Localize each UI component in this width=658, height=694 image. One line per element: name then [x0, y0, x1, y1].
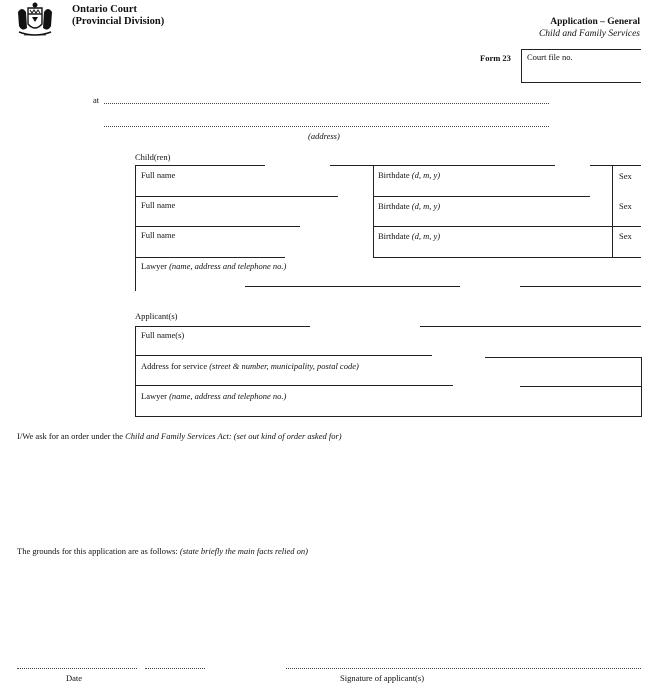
applicants-names-bottom-b	[485, 357, 641, 358]
child-1-full-name-label: Full name	[141, 170, 176, 180]
address-label: (address)	[308, 131, 340, 141]
grounds-statement: The grounds for this application are as follows: (state briefly the main facts relied on)	[17, 546, 308, 556]
children-name-birthdate-divider	[373, 165, 374, 258]
child-row-3-bottom-a	[135, 257, 285, 258]
child-2-birthdate-label: Birthdate (d, m, y)	[378, 201, 441, 211]
child-2-sex-label: Sex	[619, 201, 632, 211]
child-1-birthdate-field[interactable]	[375, 180, 609, 194]
court-line-1: Ontario Court	[72, 4, 138, 15]
children-left-border	[135, 165, 136, 291]
at-label: at	[93, 95, 100, 105]
child-2-full-name-label: Full name	[141, 200, 176, 210]
children-lawyer-line-a	[245, 286, 460, 287]
applicants-lawyer-label: Lawyer (name, address and telephone no.)	[141, 391, 287, 401]
child-row-1-bottom-b	[373, 196, 590, 197]
child-3-full-name-label: Full name	[141, 230, 176, 240]
applicants-left-border	[135, 326, 136, 417]
applicants-address-bottom-a	[135, 385, 453, 386]
form-title: Application – General	[550, 17, 640, 27]
address-line[interactable]	[104, 126, 549, 127]
court-file-box-bottom	[521, 82, 641, 83]
court-name	[72, 4, 164, 28]
date-line-extension	[145, 668, 205, 669]
child-1-sex-label: Sex	[619, 171, 632, 181]
applicants-full-names-label: Full name(s)	[141, 330, 185, 340]
child-3-sex-label: Sex	[619, 231, 632, 241]
children-top-line-2	[330, 165, 555, 166]
applicants-full-names-field[interactable]	[137, 340, 637, 354]
children-lawyer-field[interactable]	[137, 272, 637, 284]
date-line[interactable]	[17, 668, 137, 669]
form-subtitle: Child and Family Services	[538, 29, 640, 39]
child-row-2-bottom-b	[373, 226, 641, 227]
child-1-full-name-field[interactable]	[137, 180, 371, 194]
ontario-coat-of-arms-logo	[14, 2, 56, 42]
child-3-birthdate-label: Birthdate (d, m, y)	[378, 231, 441, 241]
court-file-number-field[interactable]	[522, 50, 640, 81]
applicants-section-label: Applicant(s)	[135, 311, 178, 321]
children-top-line-3	[590, 165, 641, 166]
applicants-right-border	[641, 357, 642, 417]
location-line[interactable]	[104, 103, 549, 104]
order-request-statement: I/We ask for an order under the Child and Family Services Act: (set out kind of order asked for)	[17, 431, 342, 441]
applicants-address-label: Address for service (street & number, municipality, postal code)	[141, 361, 359, 371]
child-2-birthdate-field[interactable]	[375, 210, 609, 224]
child-row-2-bottom-a	[135, 226, 300, 227]
children-birthdate-sex-divider	[612, 165, 613, 258]
children-lawyer-label: Lawyer (name, address and telephone no.)	[141, 261, 287, 271]
children-section-label: Child(ren)	[135, 152, 171, 162]
child-1-birthdate-label: Birthdate (d, m, y)	[378, 170, 441, 180]
applicants-lawyer-field[interactable]	[137, 401, 637, 414]
grounds-field[interactable]	[17, 560, 641, 660]
applicants-top-line-b	[420, 326, 641, 327]
date-label: Date	[66, 673, 83, 683]
children-top-line-1	[135, 165, 265, 166]
order-request-field[interactable]	[17, 445, 641, 535]
court-line-2: (Provincial Division)	[72, 16, 165, 27]
child-3-birthdate-field[interactable]	[375, 240, 609, 254]
court-file-label: Court file no.	[527, 52, 573, 62]
applicants-address-field[interactable]	[137, 371, 637, 384]
signature-line[interactable]	[286, 668, 641, 669]
applicants-top-line-a	[135, 326, 310, 327]
applicants-address-bottom-b	[520, 386, 641, 387]
applicants-names-bottom-a	[135, 355, 432, 356]
applicants-bottom-border	[135, 416, 641, 417]
child-2-full-name-field[interactable]	[137, 210, 371, 224]
signature-label: Signature of applicant(s)	[340, 673, 425, 683]
form-number: Form 23	[480, 53, 511, 63]
children-lawyer-line-b	[520, 286, 641, 287]
child-row-1-bottom-a	[135, 196, 338, 197]
child-row-3-bottom-b	[373, 257, 641, 258]
child-3-full-name-field[interactable]	[137, 240, 371, 254]
